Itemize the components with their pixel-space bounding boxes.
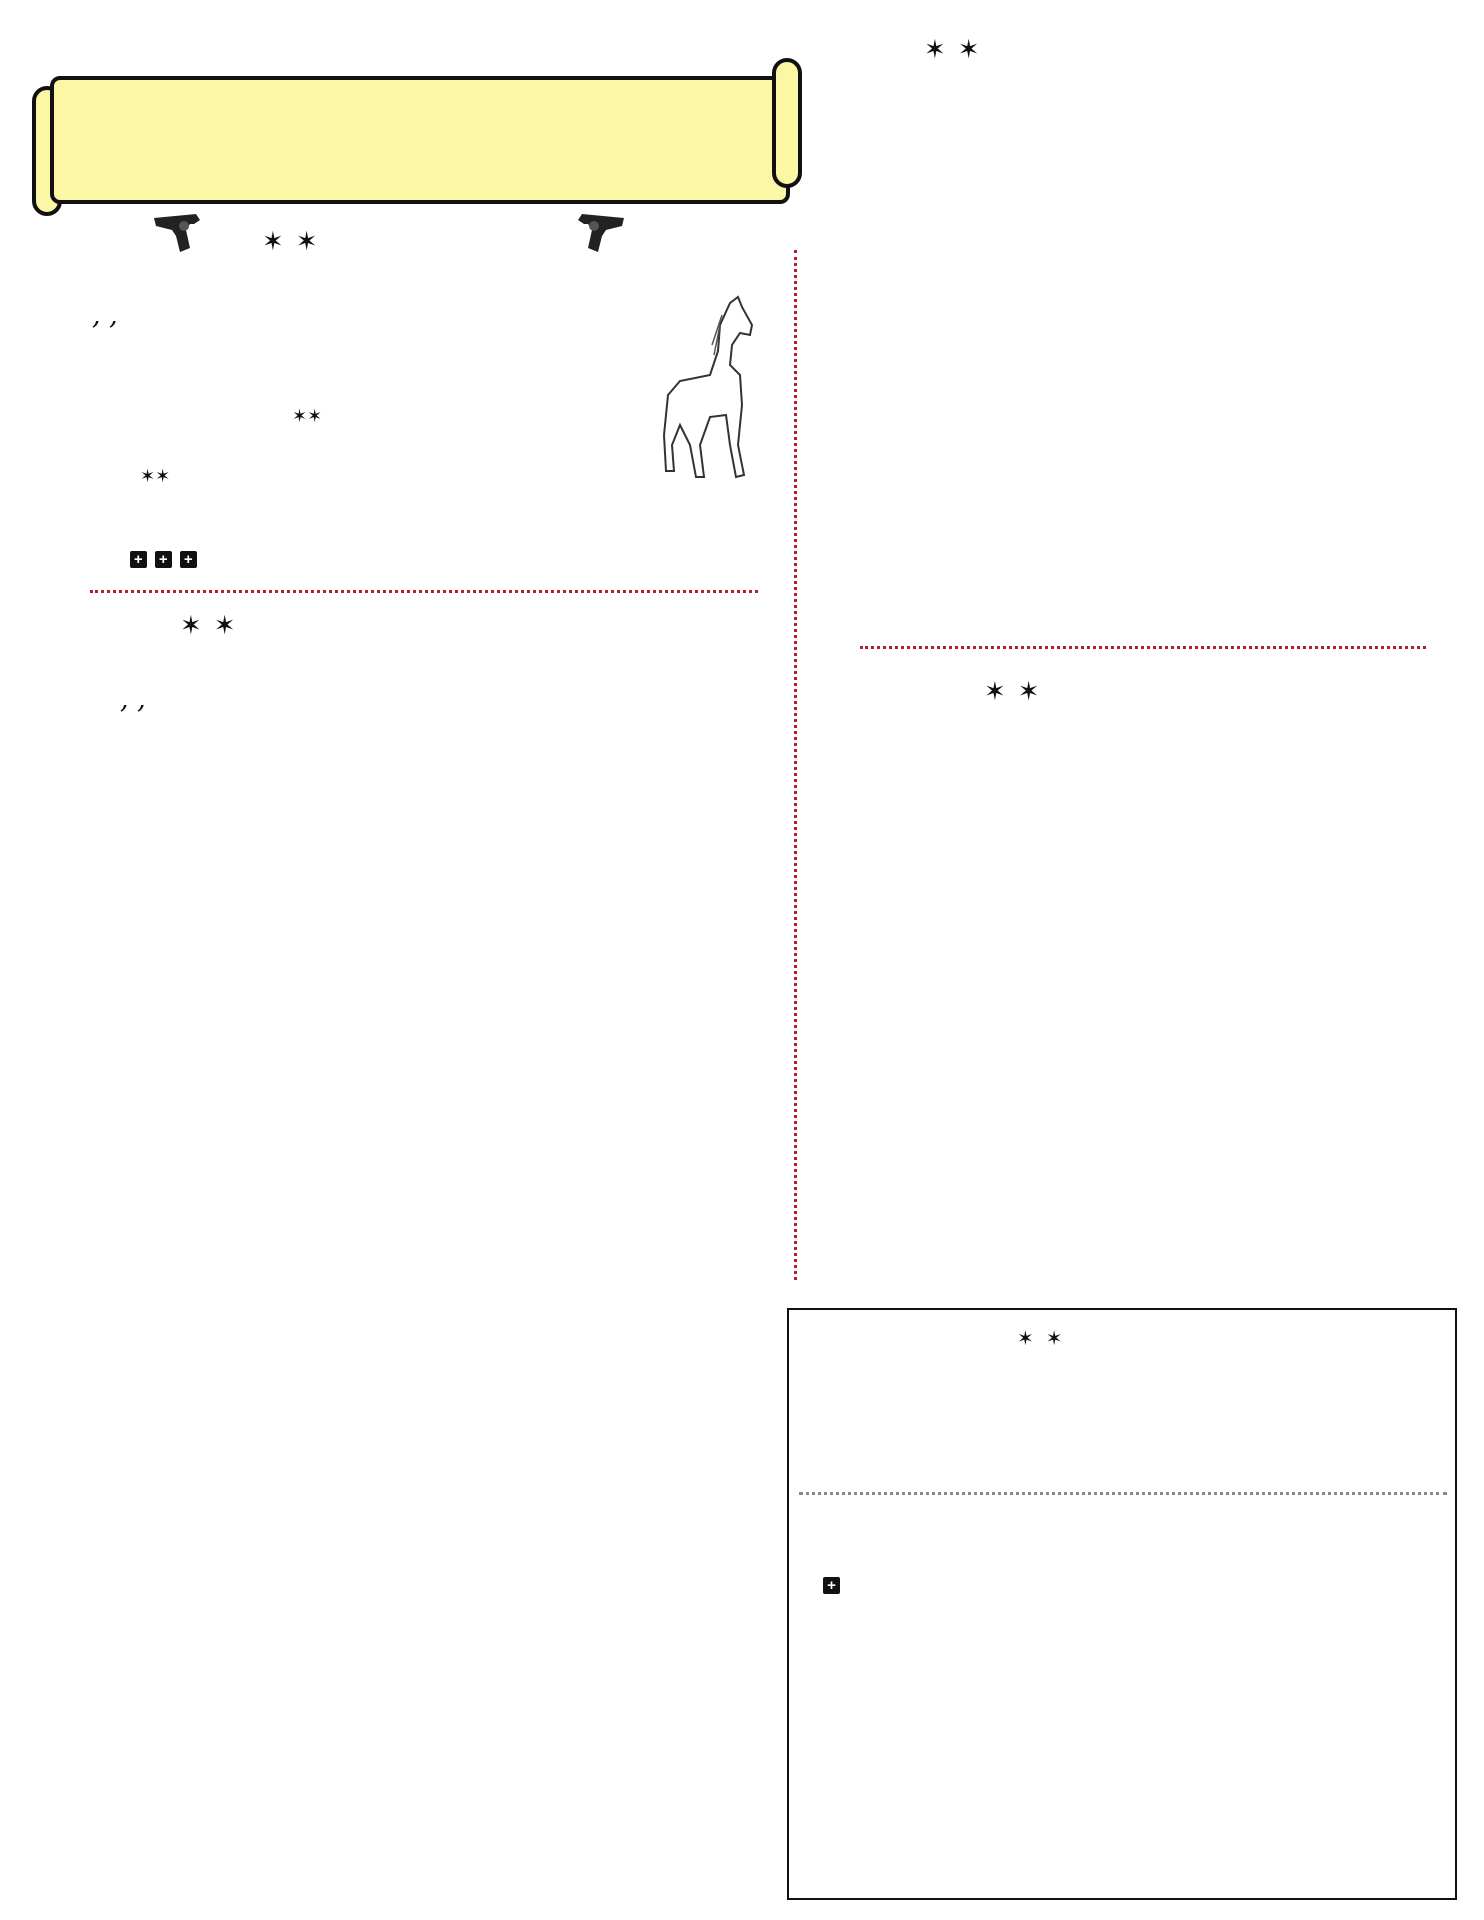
menu-item-2-eggs-and-meat: ✶✶ bbox=[140, 466, 171, 486]
cakes-heading bbox=[984, 676, 1040, 707]
star-icon: ✶ bbox=[213, 610, 236, 640]
star-icon: ✶ bbox=[1017, 1328, 1034, 1350]
eggs-meat-options-line2 bbox=[126, 546, 201, 568]
sides-heading bbox=[1017, 1326, 1063, 1351]
eggs-heading bbox=[262, 226, 318, 257]
nibbles-heading bbox=[924, 34, 980, 65]
star-icon: ✶ bbox=[262, 226, 284, 256]
plus-icon: + bbox=[180, 551, 197, 568]
star-icon: ✶ bbox=[957, 34, 980, 64]
plus-icon: + bbox=[155, 551, 172, 568]
banner-curl-right bbox=[772, 58, 802, 188]
pancake-addon-price bbox=[819, 1572, 844, 1594]
menu-item-2-eggs: ✶✶ bbox=[292, 406, 323, 426]
divider-dotted bbox=[799, 1492, 1447, 1495]
star-icon: ✶ bbox=[984, 676, 1006, 706]
sides-box bbox=[787, 1308, 1457, 1900]
star-icon: ✶ bbox=[1017, 676, 1040, 706]
star-icon: ✶ bbox=[180, 610, 202, 640]
divider-dotted-vertical bbox=[794, 250, 797, 1280]
comforts-served-with: , , bbox=[120, 684, 146, 715]
plus-icon: + bbox=[823, 1577, 840, 1594]
breakfast-banner bbox=[32, 58, 802, 220]
comforts-heading bbox=[180, 610, 236, 641]
divider-dotted bbox=[90, 590, 758, 593]
star-icon: ✶ bbox=[924, 34, 946, 64]
divider-dotted bbox=[860, 646, 1426, 649]
banner-box bbox=[50, 76, 790, 204]
eggs-served-with: , , bbox=[92, 300, 118, 331]
star-icon: ✶ bbox=[1045, 1328, 1063, 1350]
revolver-right-icon bbox=[556, 208, 628, 268]
star-icon: ✶ bbox=[295, 226, 318, 256]
plus-icon: + bbox=[130, 551, 147, 568]
horse-illustration bbox=[660, 295, 770, 485]
revolver-left-icon bbox=[150, 208, 222, 268]
